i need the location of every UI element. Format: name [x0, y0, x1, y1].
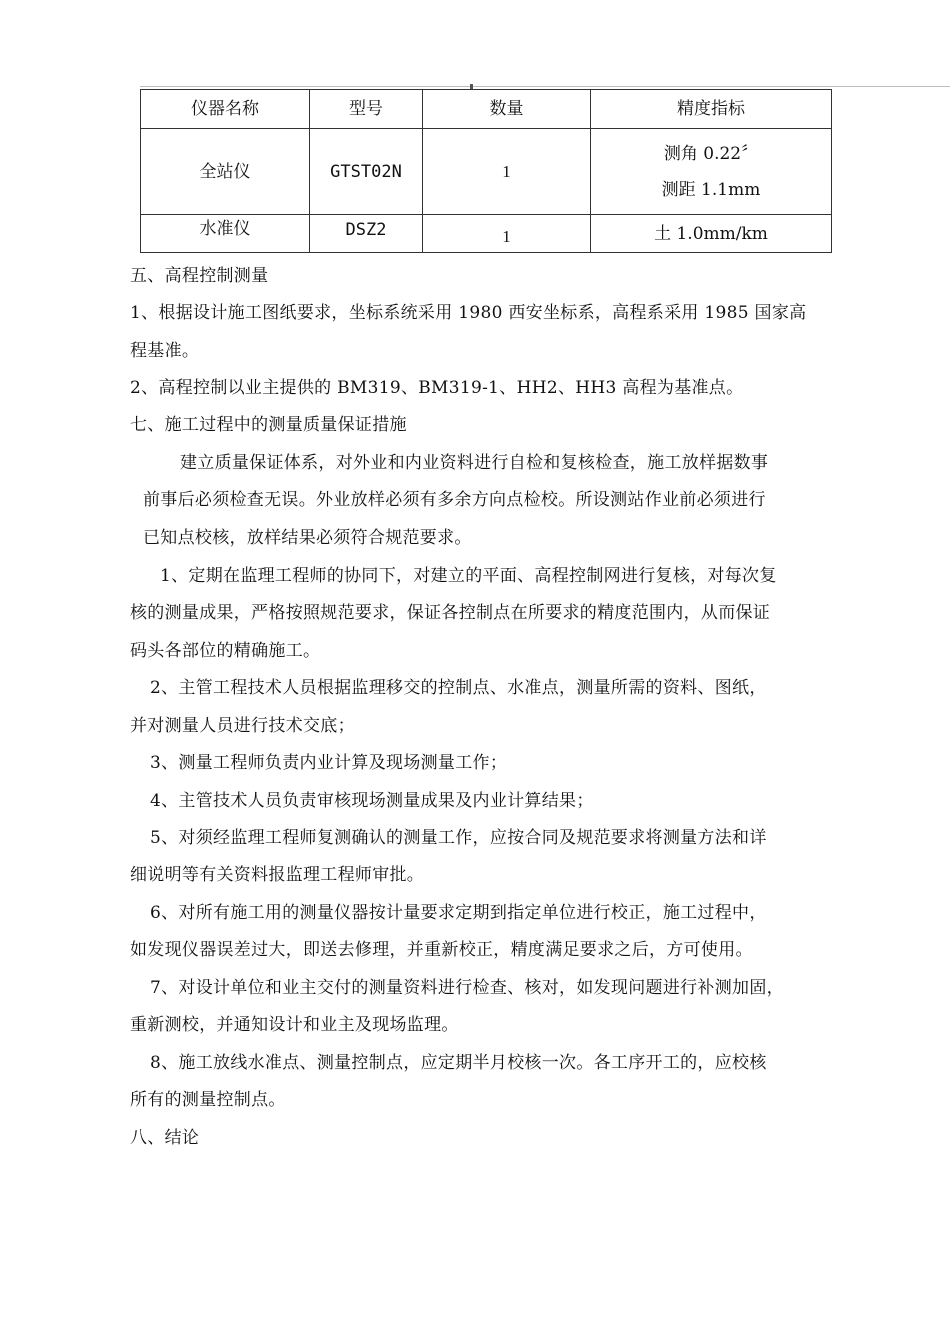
paragraph-line: 3、测量工程师负责内业计算及现场测量工作；: [150, 753, 508, 773]
paragraph-line: 细说明等有关资料报监理工程师审批。: [130, 865, 425, 885]
paragraph-line: 4、主管技术人员负责审核现场测量成果及内业计算结果；: [150, 791, 594, 811]
paragraph-line: 前事后必须检查无误。外业放样必须有多余方向点检校。所设测站作业前必须进行: [143, 490, 766, 510]
paragraph-line: 建立质量保证体系，对外业和内业资料进行自检和复核检查，施工放样据数事: [180, 453, 769, 473]
cell-accuracy: [591, 129, 832, 215]
header-model: 型号: [310, 90, 423, 129]
cell-instrument-name: 水准仪: [141, 215, 310, 253]
paragraph-line: 并对测量人员进行技术交底；: [130, 716, 355, 736]
paragraph-line: 5、对须经监理工程师复测确认的测量工作，应按合同及规范要求将测量方法和详: [150, 828, 767, 848]
paragraph-line: 7、对设计单位和业主交付的测量资料进行检查、核对，如发现问题进行补测加固，: [150, 978, 784, 998]
paragraph-line: 已知点校核，放样结果必须符合规范要求。: [143, 528, 472, 548]
section-heading: 五、高程控制测量: [130, 266, 269, 286]
section-heading: 七、施工过程中的测量质量保证措施: [130, 415, 407, 435]
paragraph-line: 1、根据设计施工图纸要求，坐标系统采用 1980 西安坐标系，高程系采用 1985 国家高: [130, 303, 807, 323]
header-accuracy: 精度指标: [591, 90, 832, 129]
paragraph-line: 6、对所有施工用的测量仪器按计量要求定期到指定单位进行校正，施工过程中，: [150, 903, 767, 923]
cell-instrument-name: 全站仪: [141, 129, 310, 215]
accuracy-distance: 测距 1.1mm: [661, 179, 761, 200]
paragraph-line: 重新测校，并通知设计和业主及现场监理。: [130, 1015, 459, 1035]
paragraph-line: 如发现仪器误差过大，即送去修理，并重新校正，精度满足要求之后，方可使用。: [130, 940, 753, 960]
paragraph-line: 核的测量成果，严格按照规范要求，保证各控制点在所要求的精度范围内，从而保证: [130, 603, 771, 623]
header-rule: [140, 86, 950, 87]
section-heading: 八、结论: [130, 1128, 200, 1148]
header-instrument-name: 仪器名称: [141, 90, 310, 129]
paragraph-line: 8、施工放线水准点、测量控制点，应定期半月校核一次。各工序开工的，应校核: [150, 1053, 767, 1073]
cell-model: GTST02N: [310, 129, 423, 215]
paragraph-line: 码头各部位的精确施工。: [130, 641, 321, 661]
accuracy-angle: 测角 0.22〞: [663, 143, 759, 164]
header-quantity: 数量: [423, 90, 591, 129]
cell-accuracy: 土 1.0mm/km: [591, 215, 832, 253]
table-row: [141, 129, 832, 215]
cell-quantity: 1: [423, 129, 591, 215]
paragraph-line: 所有的测量控制点。: [130, 1090, 286, 1110]
cell-quantity: 1: [423, 215, 591, 253]
instrument-table: [140, 89, 832, 253]
paragraph-line: 2、高程控制以业主提供的 BM319、BM319-1、HH2、HH3 高程为基准点。: [130, 378, 744, 398]
table-header-row: [141, 90, 832, 129]
paragraph-line: 程基准。: [130, 341, 200, 361]
paragraph-line: 1、定期在监理工程师的协同下，对建立的平面、高程控制网进行复核，对每次复: [160, 566, 777, 586]
paragraph-line: 2、主管工程技术人员根据监理移交的控制点、水准点，测量所需的资料、图纸，: [150, 678, 767, 698]
cell-model: DSZ2: [310, 215, 423, 253]
table-row: [141, 215, 832, 253]
